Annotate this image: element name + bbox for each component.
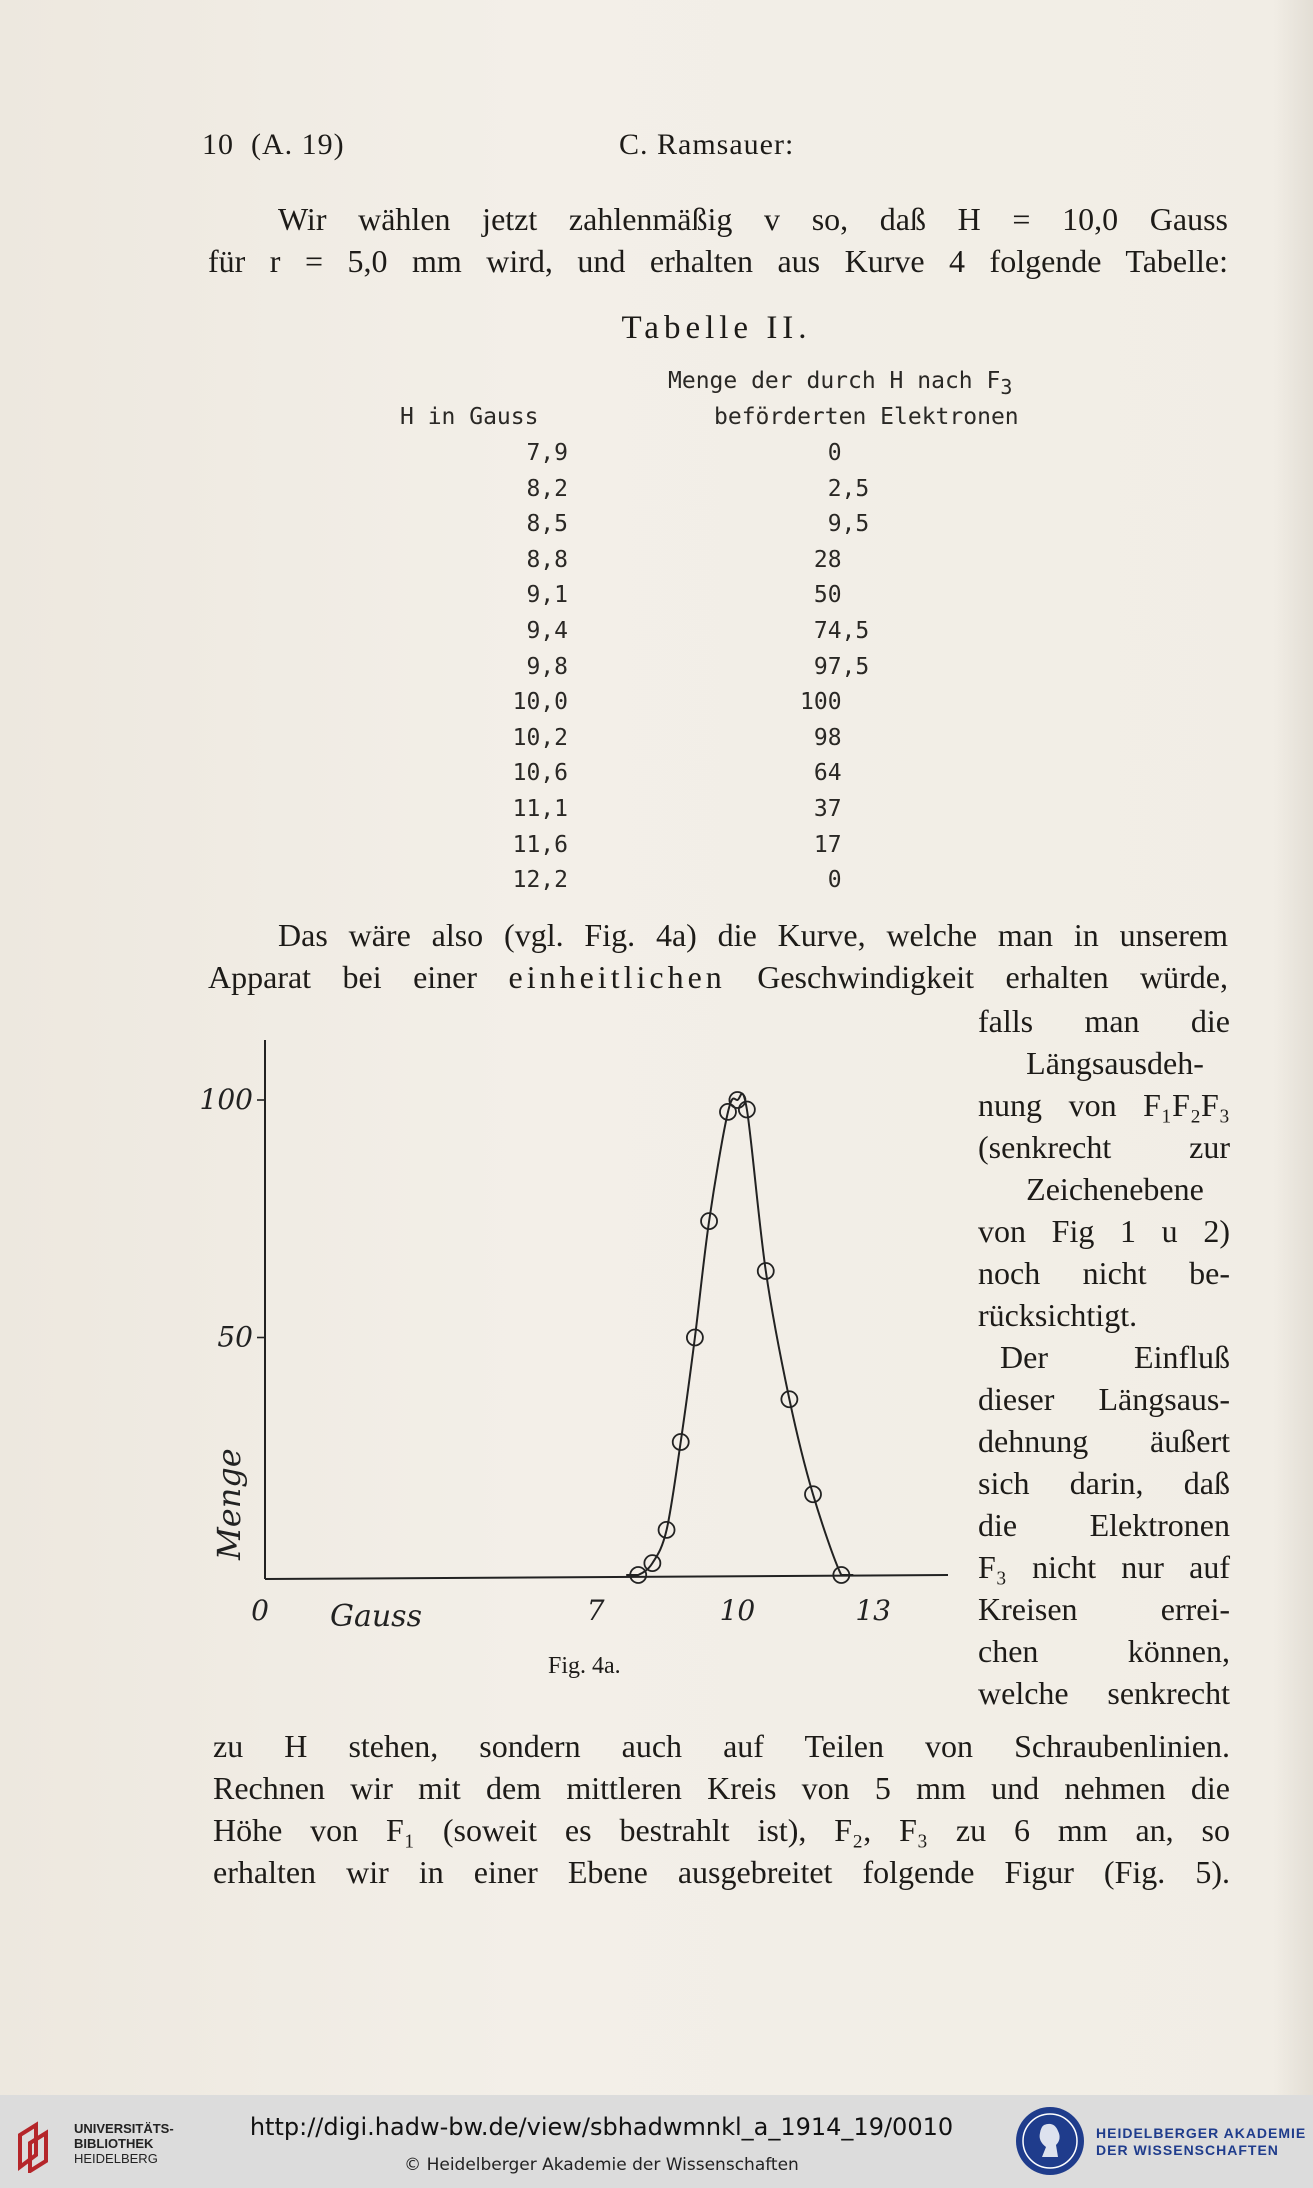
cell-gauss: 11,6 xyxy=(512,831,568,858)
cell-gauss: 12,2 xyxy=(512,867,568,894)
intro-line-2: für r = 5,0 mm wird, und erhalten aus Kurve 4 folgende Tabelle: xyxy=(208,243,1228,279)
cell-menge: 0 xyxy=(800,867,842,894)
side-line: nung von F₁F₂F₃ xyxy=(978,1087,1230,1123)
side-column-text xyxy=(978,1000,1230,1714)
table-col2-header: Menge der durch H nach $F_3$ xyxy=(668,368,1013,399)
cell-menge: 9,5 xyxy=(800,511,870,538)
table-row xyxy=(400,689,920,725)
cell-menge: 64 xyxy=(800,760,842,787)
table-col1-header: H in Gauss xyxy=(400,404,539,430)
cell-gauss: 10,0 xyxy=(512,689,568,716)
y-tick-label: 100 xyxy=(199,1083,253,1116)
side-line: welche senkrecht xyxy=(978,1675,1230,1711)
table-row xyxy=(400,476,920,512)
cell-menge: 37 xyxy=(800,795,842,822)
cell-gauss: 8,2 xyxy=(526,475,568,502)
table-row xyxy=(400,582,920,618)
side-line: chen können, xyxy=(978,1633,1230,1669)
tail-line-3: Höhe von F₁ (soweit es bestrahlt ist), F₂, F₃ zu 6 mm an, so xyxy=(213,1812,1230,1848)
academy-seal-icon xyxy=(1014,2105,1086,2177)
cell-menge: 28 xyxy=(800,546,842,573)
p2-line-1: Das wäre also (vgl. Fig. 4a) die Kurve, welche man in unserem xyxy=(278,917,1228,953)
cell-gauss: 8,8 xyxy=(526,546,568,573)
chart-axes xyxy=(257,1040,948,1579)
cell-menge: 0 xyxy=(800,440,842,466)
running-author: C. Ramsauer: xyxy=(619,128,795,161)
table-row xyxy=(400,440,920,476)
side-line: dieser Längsaus- xyxy=(978,1381,1230,1417)
cell-menge: 97,5 xyxy=(800,653,870,680)
cell-menge: 17 xyxy=(800,831,842,858)
copyright-notice: © Heidelberger Akademie der Wissenschaften xyxy=(404,2155,799,2175)
side-line: die Elektronen xyxy=(978,1507,1230,1543)
university-library-name: UNIVERSITÄTS- BIBLIOTHEK HEIDELBERG xyxy=(74,2121,174,2166)
side-line: sich darin, daß xyxy=(978,1465,1230,1501)
side-line: rücksichtigt. xyxy=(978,1297,1138,1333)
table-row xyxy=(400,867,920,903)
cell-menge: 100 xyxy=(800,689,842,716)
table-row xyxy=(400,832,920,868)
side-line: noch nicht be- xyxy=(978,1255,1230,1291)
emphasis-einheitlichen: einheitlichen xyxy=(508,959,726,995)
tail-paragraph xyxy=(213,1725,1230,1893)
cell-gauss: 11,1 xyxy=(512,795,568,822)
tail-line-1: zu H stehen, sondern auch auf Teilen von Schraubenlinien. xyxy=(213,1728,1230,1764)
table-col2-header-line2: beförderten Elektronen xyxy=(714,404,1019,430)
p2-line-2: Apparat bei einer einheitlichen Geschwindigkeit erhalten würde, xyxy=(208,959,1229,995)
cell-menge: 2,5 xyxy=(800,475,870,502)
figure-4a-chart xyxy=(180,1020,950,1700)
table-row xyxy=(400,618,920,654)
cell-gauss: 9,4 xyxy=(526,617,568,644)
permalink-url[interactable]: http://digi.hadw-bw.de/view/sbhadwmnkl_a_1914_19/0010 xyxy=(249,2113,954,2141)
chart-labels xyxy=(200,1083,891,1634)
cell-gauss: 9,1 xyxy=(526,582,568,609)
table-row xyxy=(400,547,920,583)
intro-line-1: Wir wählen jetzt zahlenmäßig v so, daß H = 10,0 Gauss xyxy=(278,201,1228,237)
cell-gauss: 7,9 xyxy=(526,440,568,466)
side-line: Zeichenebene xyxy=(1026,1171,1204,1207)
figure-caption: Fig. 4a. xyxy=(548,1653,621,1679)
x-axis-label: Gauss xyxy=(330,1599,422,1634)
chart-markers xyxy=(630,1092,849,1583)
cell-gauss: 10,2 xyxy=(512,724,568,751)
tail-line-4: erhalten wir in einer Ebene ausgebreitet folgende Figur (Fig. 5). xyxy=(213,1854,1230,1890)
y-tick-label: 50 xyxy=(217,1320,253,1354)
cell-menge: 50 xyxy=(800,582,842,609)
x-tick-label: 13 xyxy=(855,1594,891,1627)
intro-paragraph xyxy=(208,198,1228,282)
cell-menge: 74,5 xyxy=(800,617,870,644)
x-tick-label: 7 xyxy=(586,1594,605,1627)
table-row xyxy=(400,796,920,832)
cell-menge: 98 xyxy=(800,724,842,751)
running-header xyxy=(202,128,1232,168)
side-line: Längsausdeh- xyxy=(1026,1045,1204,1081)
cell-gauss: 9,8 xyxy=(526,653,568,680)
side-line: (senkrecht zur xyxy=(978,1129,1230,1165)
table-body xyxy=(400,440,920,903)
side-line: Kreisen errei- xyxy=(978,1591,1230,1627)
side-line: Der Einfluß xyxy=(1000,1339,1230,1375)
series-curve xyxy=(626,1094,853,1575)
side-line: dehnung äußert xyxy=(978,1423,1230,1459)
x-tick-label: 10 xyxy=(719,1594,756,1627)
academy-name: HEIDELBERGER AKADEMIE DER WISSENSCHAFTEN xyxy=(1096,2125,1307,2158)
table-title: Tabelle II. xyxy=(621,310,812,346)
table-row xyxy=(400,654,920,690)
table-row xyxy=(400,511,920,547)
paragraph-2 xyxy=(208,914,1228,998)
viewer-footer xyxy=(0,2095,1313,2188)
table-row xyxy=(400,760,920,796)
side-line: falls man die xyxy=(978,1003,1230,1039)
side-line: von Fig 1 u 2) xyxy=(978,1213,1230,1249)
tail-line-2: Rechnen wir mit dem mittleren Kreis von 5 mm und nehmen die xyxy=(213,1770,1230,1806)
chart-curve xyxy=(626,1094,853,1575)
side-line: F₃ nicht nur auf xyxy=(978,1549,1230,1585)
table-row xyxy=(400,725,920,761)
cell-gauss: 8,5 xyxy=(526,511,568,538)
page-number: 10 (A. 19) xyxy=(202,128,345,161)
y-axis-label: Menge xyxy=(210,1448,248,1560)
cell-gauss: 10,6 xyxy=(512,760,568,787)
x-tick-label: 0 xyxy=(251,1594,269,1627)
